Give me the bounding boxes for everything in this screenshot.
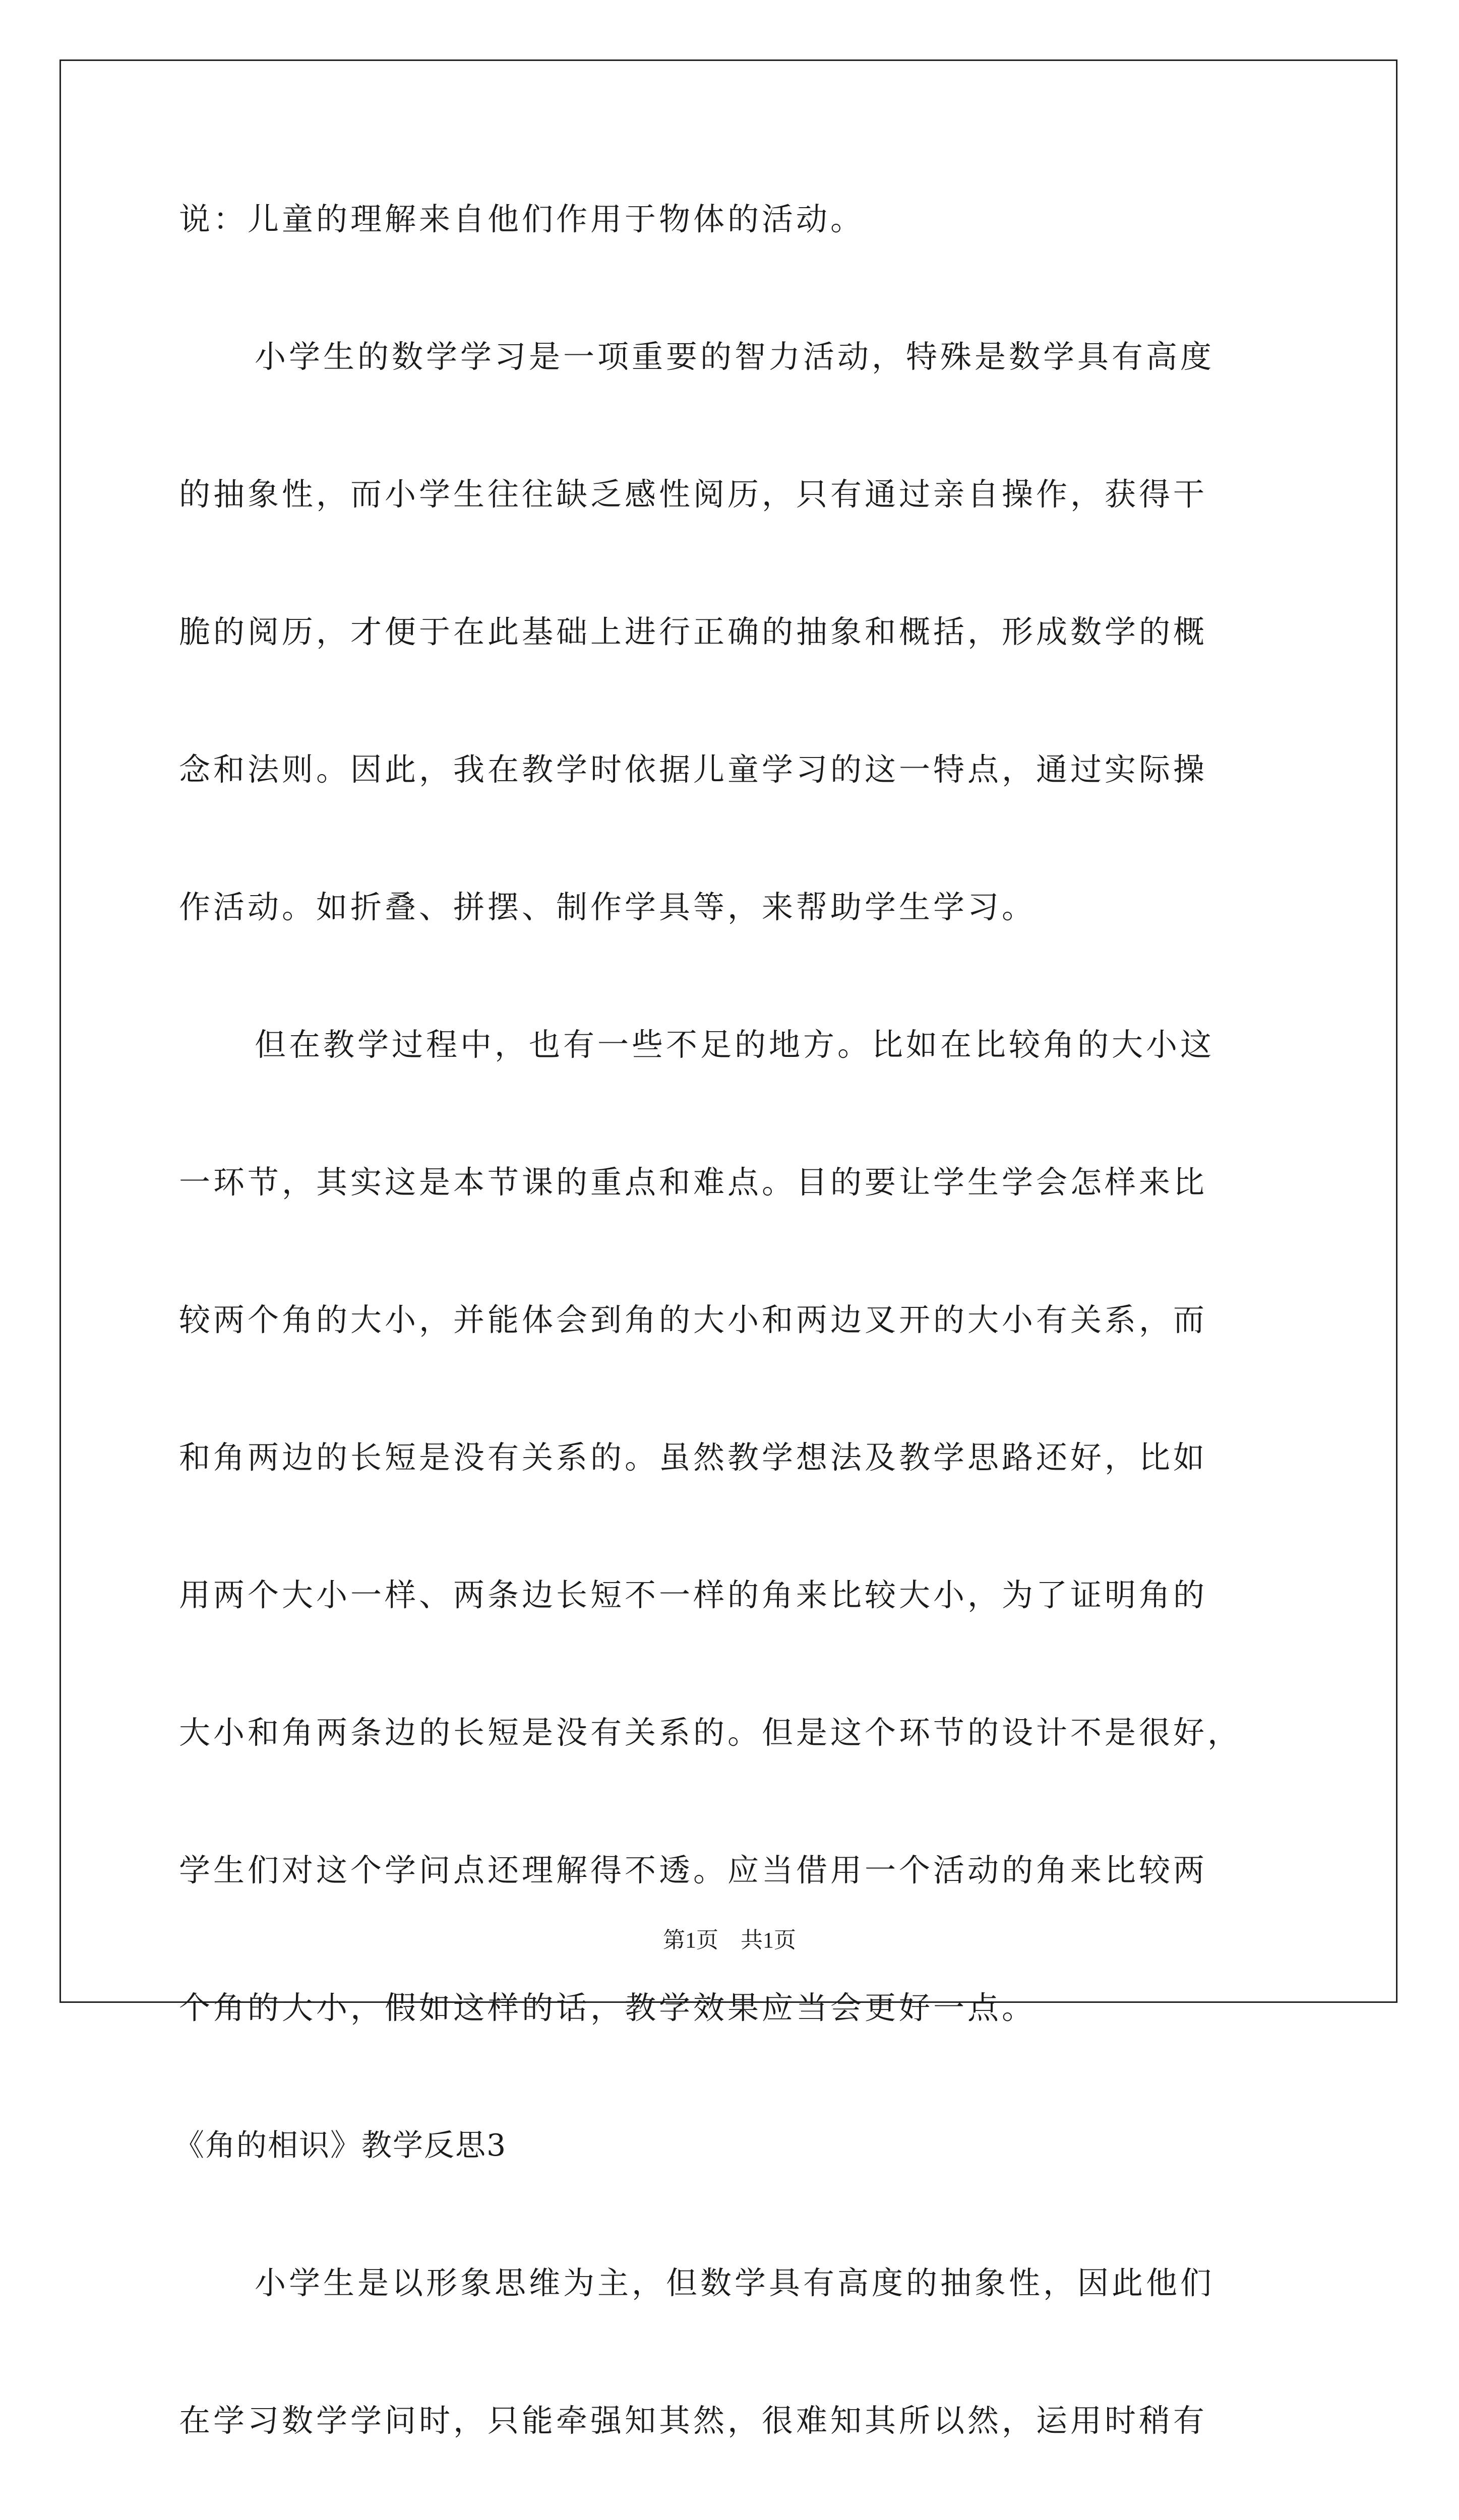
- text-line: 脆的阅历，才便于在此基础上进行正确的抽象和概括，形成数学的概: [179, 613, 1208, 650]
- text-line: 和角两边的长短是没有关系的。虽然教学想法及教学思路还好，比如: [179, 1439, 1208, 1476]
- text-line: 学生们对这个学问点还理解得不透。应当借用一个活动的角来比较两: [179, 1852, 1208, 1888]
- text-line: 的抽象性，而小学生往往缺乏感性阅历，只有通过亲自操作，获得干: [179, 476, 1208, 513]
- paragraph-start-line: 但在教学过程中，也有一些不足的地方。比如在比较角的大小这: [255, 1026, 1215, 1063]
- text-line: 用两个大小一样、两条边长短不一样的角来比较大小，为了证明角的: [179, 1577, 1208, 1613]
- paragraph-start-line: 小学生的数学学习是一项重要的智力活动，特殊是数学具有高度: [255, 338, 1215, 375]
- text-line: 个角的大小，假如这样的话，教学效果应当会更好一点。: [179, 1989, 1037, 2026]
- text-line: 说：儿童的理解来自他们作用于物体的活动。: [179, 201, 865, 237]
- paragraph-start-line: 小学生是以形象思维为主，但数学具有高度的抽象性，因此他们: [255, 2264, 1215, 2301]
- text-line: 作活动。如折叠、拼摆、制作学具等，来帮助学生学习。: [179, 889, 1037, 925]
- document-body: [174, 181, 1283, 2520]
- section-heading: 《角的相识》教学反思3: [174, 2128, 507, 2163]
- text-line: 大小和角两条边的长短是没有关系的。但是这个环节的设计不是很好，: [179, 1714, 1242, 1751]
- text-line: 较两个角的大小，并能体会到角的大小和两边叉开的大小有关系，而: [179, 1301, 1208, 1338]
- page-footer: 第1页 共1页: [663, 1928, 796, 1952]
- text-line: 一环节，其实这是本节课的重点和难点。目的要让学生学会怎样来比: [179, 1164, 1208, 1201]
- text-line: 念和法则。因此，我在教学时依据儿童学习的这一特点，通过实际操: [179, 751, 1208, 788]
- text-line: 在学习数学学问时，只能牵强知其然，很难知其所以然，运用时稍有: [179, 2402, 1208, 2439]
